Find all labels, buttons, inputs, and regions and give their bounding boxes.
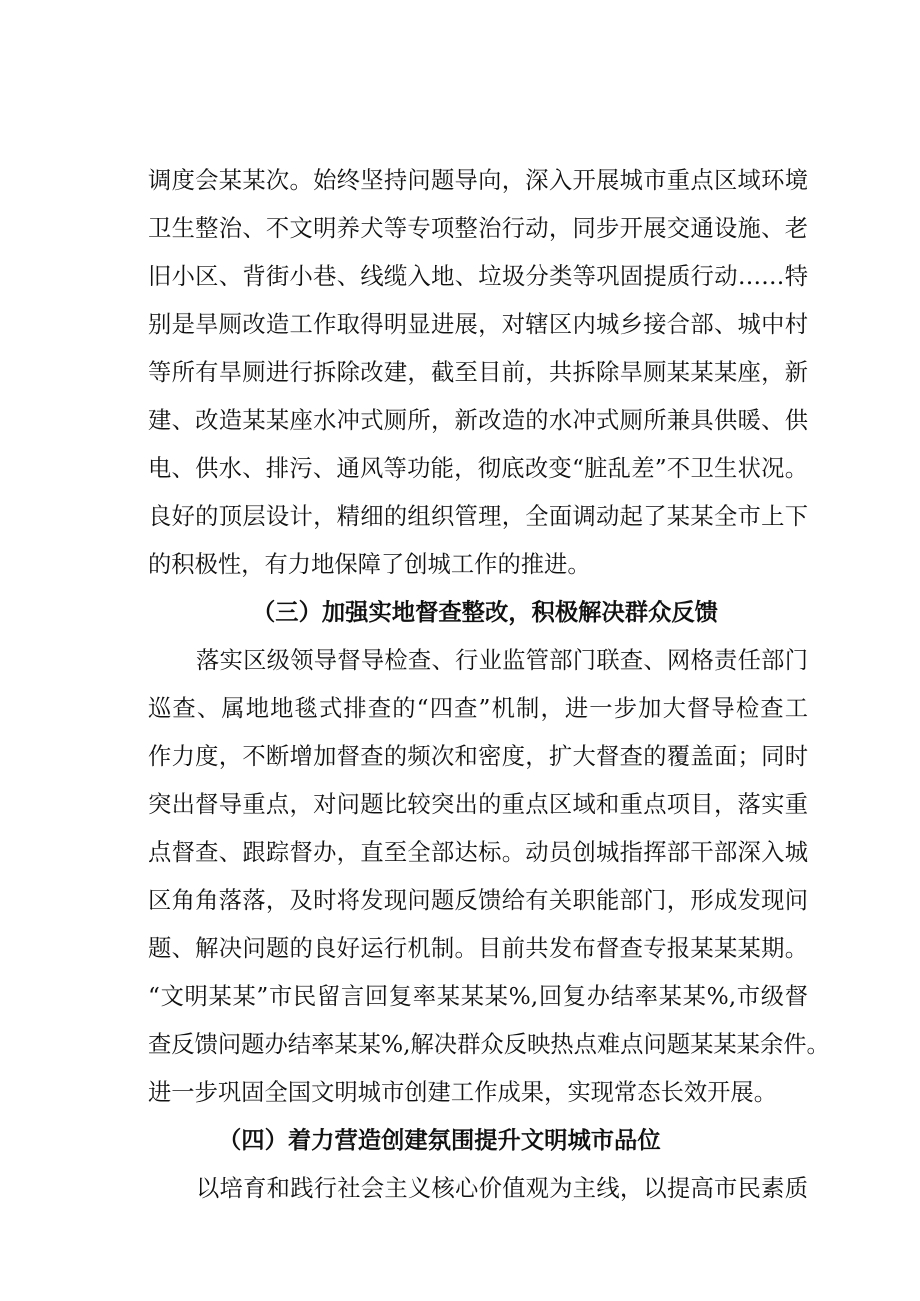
paragraph-1-line-9: 的积极性，有力地保障了创城工作的推进。	[148, 551, 591, 578]
paragraph-1-line-3: 旧小区、背街小巷、线缆入地、垃圾分类等巩固提质行动……特	[148, 263, 808, 290]
section-heading-4: （四）着力营造创建氛围提升文明城市品位	[218, 1127, 661, 1154]
paragraph-1-line-5: 等所有旱厕进行拆除改建，截至目前，共拆除旱厕某某某座，新	[148, 359, 808, 386]
paragraph-2-line-2: 巡查、属地地毯式排查的“四查”机制，进一步加大督导检查工	[148, 695, 808, 722]
paragraph-2-line-10: 进一步巩固全国文明城市创建工作成果，实现常态长效开展。	[148, 1079, 778, 1106]
paragraph-2-line-5: 点督查、跟踪督办，直至全部达标。动员创城指挥部干部深入城	[148, 839, 808, 866]
paragraph-2-line-9: 查反馈问题办结率某某%,解决群众反映热点难点问题某某某余件。	[148, 1031, 830, 1058]
paragraph-2-line-3: 作力度，不断增加督查的频次和密度，扩大督查的覆盖面；同时	[148, 743, 808, 770]
paragraph-1-line-7: 电、供水、排污、通风等功能，彻底改变“脏乱差”不卫生状况。	[148, 455, 808, 482]
section-heading-3: （三）加强实地督查整改，积极解决群众反馈	[252, 599, 718, 626]
paragraph-2-line-8: “文明某某”市民留言回复率某某某%,回复办结率某某%,市级督	[148, 983, 808, 1010]
paragraph-1-line-4: 别是旱厕改造工作取得明显进展，对辖区内城乡接合部、城中村	[148, 311, 808, 338]
paragraph-1-line-1: 调度会某某次。始终坚持问题导向，深入开展城市重点区域环境	[148, 167, 808, 194]
paragraph-2-line-7: 题、解决问题的良好运行机制。目前共发布督查专报某某某期。	[148, 935, 808, 962]
paragraph-2-line-4: 突出督导重点，对问题比较突出的重点区域和重点项目，落实重	[148, 791, 808, 818]
paragraph-3-line-1: 以培育和践行社会主义核心价值观为主线，以提高市民素质	[196, 1175, 808, 1202]
paragraph-2-line-6: 区角角落落，及时将发现问题反馈给有关职能部门，形成发现问	[148, 887, 808, 914]
paragraph-1-line-2: 卫生整治、不文明养犬等专项整治行动，同步开展交通设施、老	[148, 215, 808, 242]
paragraph-1-line-8: 良好的顶层设计，精细的组织管理，全面调动起了某某全市上下	[148, 503, 808, 530]
paragraph-2-line-1: 落实区级领导督导检查、行业监管部门联查、网格责任部门	[196, 647, 808, 674]
paragraph-1-line-6: 建、改造某某座水冲式厕所，新改造的水冲式厕所兼具供暖、供	[148, 407, 808, 434]
